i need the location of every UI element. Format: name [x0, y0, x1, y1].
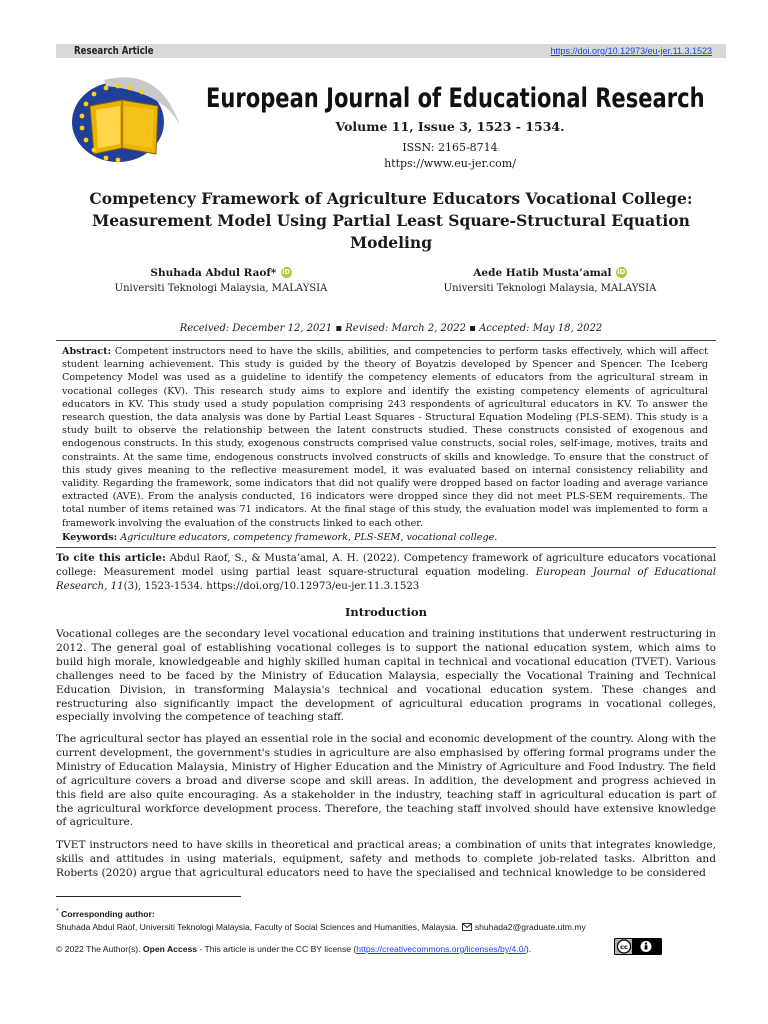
journal-url[interactable]: https://www.eu-jer.com/ — [384, 157, 516, 170]
cc-by-badge-icon[interactable] — [614, 938, 662, 955]
abstract-bottom-rule — [56, 547, 716, 548]
paragraph: TVET instructors need to have skills in theoretical and practical areas; a combination of units that integrates knowledge, skills and attitudes in using materials, equipment, safety and methods to complete job-related tasks. Albritton and Roberts (2020) argue that agricultural educators need to have the specialised and technical knowledge to be considered — [56, 839, 716, 879]
footnote-marker: * — [56, 908, 59, 915]
journal-issn: ISSN: 2165-8714 — [402, 141, 498, 154]
author-affiliation: Universiti Teknologi Malaysia, MALAYSIA — [114, 283, 328, 294]
corresponding-label: Corresponding author: — [61, 908, 155, 919]
abstract-label: Abstract: — [62, 346, 112, 357]
keywords-label: Keywords: — [62, 532, 118, 543]
journal-volume: Volume 11, Issue 3, 1523 - 1534. — [335, 119, 565, 134]
journal-name: European Journal of Educational Research — [206, 83, 705, 114]
author-2 — [434, 266, 666, 296]
article-type-label: Research Article — [74, 45, 154, 57]
corresponding-email[interactable]: shuhada2@graduate.utm.my — [474, 921, 586, 932]
footnote — [56, 905, 716, 934]
citation-journal: European Journal of Educational Research, 11 — [56, 567, 716, 592]
copyright-text: © 2022 The Author(s). — [56, 944, 141, 954]
cc-badge-text: cc — [620, 943, 628, 951]
abstract-top-rule — [56, 340, 716, 341]
corresponding-details: Shuhada Abdul Raof, Universiti Teknologi Malaysia, Faculty of Social Sciences and Humanities, Malaysia. — [56, 921, 459, 932]
envelope-icon — [462, 923, 472, 931]
article-dates: Received: December 12, 2021 ▪ Revised: March 2, 2022 ▪ Accepted: May 18, 2022 — [179, 323, 603, 334]
license-link[interactable]: https://creativecommons.org/licenses/by/4.0/ — [356, 944, 526, 954]
citation-tail: (3), 1523-1534. https://doi.org/10.12973/eu-jer.11.3.1523 — [123, 581, 420, 592]
abstract-text: Competent instructors need to have the skills, abilities, and competencies to perform tasks effectively, which will affect student learning achievement. This study is guided by the theory of Boyatzis developed by Spencer and Spencer. The Iceberg Competency Model was used as a guideline to identify the competency elements of educators from the agricultural stream in vocational colleges (KV). This research study aims to explore and identify the existing competency elements of agricultural educators in KV. This study used a study population comprising 243 respondents of agricultural educators in KV. To answer the research question, the data analysis was done by Partial Least Squares - Structural Equation Modeling (PLS-SEM). This study is a study built to observe the relationship between the latent constructs studied. These constructs consisted of exogenous and endogenous constructs. In this study, exogenous constructs comprised value constructs, social roles, self-image, motives, traits and constraints. At the same time, endogenous constructs involved constructs of skills and knowledge. To ensure that the construct of this study gives meaning to the reflective measurement model, it was evaluated based on internal consistency reliability and validity. Regarding the framework, some indicators that did not qualify were dropped based on factor loading and average variance extracted (AVE). From the analysis conducted, 16 indicators were dropped since they did not meet PLS-SEM requirements. The total number of items retained was 71 indicators. At the final stage of this study, the evaluation model was implemented to form a framework involving the evaluation of the constructs linked to each other. — [62, 346, 708, 529]
author-1 — [106, 266, 336, 296]
citation-text: Abdul Raof, S., & Musta’amal, A. H. (2022). Competency framework of agriculture educators vocational college: Measurement model using partial least square-structural equation modeling. — [56, 553, 716, 578]
author-affiliation: Universiti Teknologi Malaysia, MALAYSIA — [443, 283, 657, 294]
section-heading-introduction: Introduction — [345, 605, 427, 619]
author-name: Aede Hatib Musta’amal — [473, 267, 612, 279]
corresponding-marker: * — [270, 267, 277, 279]
citation-label: To cite this article: — [56, 552, 166, 564]
journal-info — [290, 118, 610, 172]
footnote-rule — [56, 896, 241, 897]
citation — [56, 551, 716, 594]
paragraph: Vocational colleges are the secondary level vocational education and training institutions that underwent restructuring in 2012. The general goal of establishing vocational colleges is to support the national education system, which aims to build high morale, knowledgeable and highly skilled human capital in technical and vocational education (TVET). Various challenges need to be faced by the Ministry of Education Malaysia, especially the Vocational Training and Technical Education Division, in transforming Malaysia's technical and vocational education system. These changes and restructuring also significantly impact the development of agricultural education programs in vocational colleges, especially involving the competence of teaching staff. — [56, 628, 716, 724]
license-tail: ). — [525, 944, 532, 954]
paragraph: The agricultural sector has played an essential role in the social and economic development of the country. Along with the current development, the government's studies in agriculture are also emphasised by offering formal programs under the Ministry of Education Malaysia, Ministry of Higher Education and the Ministry of Agriculture and Food Industry. The field of agriculture covers a broad and diverse scope and skill areas. In addition, the development and progress achieved in this field are also quite encouraging. As a stakeholder in the industry, teaching staff in agricultural education is part of the agricultural workforce development process. Therefore, the teaching staff involved should have extensive knowledge of agriculture. — [56, 733, 716, 829]
abstract — [62, 345, 708, 530]
doi-link[interactable]: https://doi.org/10.12973/eu-jer.11.3.1523 — [550, 46, 712, 56]
license-text: - This article is under the CC BY license ( — [199, 944, 357, 954]
orcid-icon[interactable]: iD — [281, 268, 291, 276]
keywords-text: Agriculture educators, competency framework, PLS-SEM, vocational college. — [120, 532, 498, 543]
article-title: Competency Framework of Agriculture Educators Vocational College: Measurement Model Using Partial Least Square-Structural Equation Modeling — [89, 189, 693, 252]
top-banner — [56, 44, 726, 58]
journal-logo — [60, 70, 192, 170]
open-access-label: Open Access — [142, 944, 198, 954]
author-name: Shuhada Abdul Raof — [150, 267, 271, 279]
orcid-icon[interactable]: iD — [617, 268, 626, 276]
keywords — [62, 531, 708, 544]
